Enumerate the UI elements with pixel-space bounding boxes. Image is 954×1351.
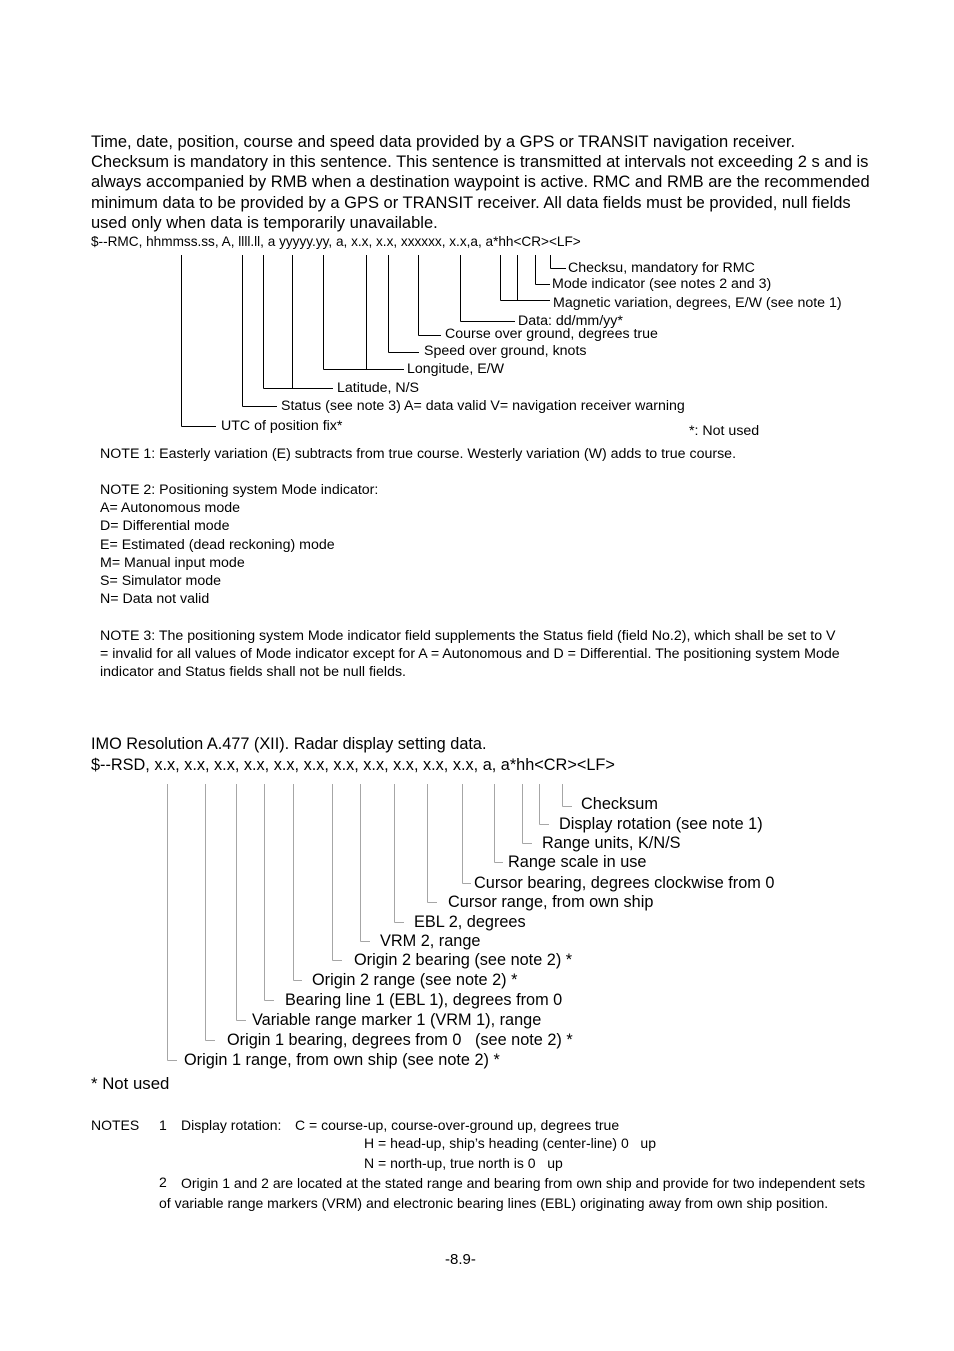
rsd-label-cursor-bearing: Cursor bearing, degrees clockwise from 0 [474,874,775,892]
rsd-label-origin-1-bearing: Origin 1 bearing, degrees from 0 (see note 2) * [227,1031,573,1049]
rsd-label-cursor-range: Cursor range, from own ship [448,893,654,911]
rsd-label-vrm-1: Variable range marker 1 (VRM 1), range [252,1011,542,1029]
rmc-note-2-line: D= Differential mode [100,518,230,535]
rsd-label-origin-2-bearing: Origin 2 bearing (see note 2) * [354,951,573,969]
rmc-note-2-line: A= Autonomous mode [100,500,240,517]
rsd-label-origin-2-range: Origin 2 range (see note 2) * [312,971,518,989]
rmc-note-2-line: S= Simulator mode [100,573,222,590]
rsd-label-bearing-line-1: Bearing line 1 (EBL 1), degrees from 0 [285,991,563,1009]
rsd-description: IMO Resolution A.477 (XII). Radar display setting data. [91,735,487,753]
rmc-label-mode-indicator: Mode indicator (see notes 2 and 3) [552,276,772,292]
rmc-label-checksum: Checksu, mandatory for RMC [568,260,755,276]
rsd-notes-heading: NOTES [91,1117,140,1133]
rmc-note-2-line: N= Data not valid [100,591,210,608]
rsd-note-1-course-up: C = course-up, course-over-ground up, degrees true [295,1117,620,1133]
rmc-label-longitude: Longitude, E/W [407,361,505,377]
rsd-note-1-head-up: H = head-up, ship’s heading (center-line) 0 up [364,1135,656,1151]
rsd-label-range-units: Range units, K/N/S [542,834,681,852]
rsd-sentence-format: $--RSD, x.x, x.x, x.x, x.x, x.x, x.x, x.x, x.x, x.x, x.x, x.x, a, a*hh<CR><LF> [91,756,615,774]
rsd-label-display-rotation: Display rotation (see note 1) [559,815,763,833]
rsd-label-checksum: Checksum [581,795,658,813]
rmc-note-2-line: M= Manual input mode [100,554,245,571]
rmc-label-course-over-ground: Course over ground, degrees true [445,326,658,342]
rmc-label-speed-over-ground: Speed over ground, knots [424,343,587,359]
rsd-not-used-note: * Not used [91,1074,170,1093]
rmc-not-used-note: *: Not used [689,423,760,439]
rsd-label-range-scale: Range scale in use [508,853,647,871]
rmc-note-2-line: NOTE 2: Positioning system Mode indicator: [100,482,379,498]
rmc-note-1: NOTE 1: Easterly variation (E) subtracts from true course. Westerly variation (W) adds to true course. [100,446,737,462]
rsd-note-2-number: 2 [159,1174,167,1190]
rsd-note-1-number: 1 [159,1117,167,1133]
rmc-label-latitude: Latitude, N/S [337,380,420,396]
rmc-label-date: Data: dd/mm/yy* [518,313,623,329]
rmc-label-status: Status (see note 3) A= data valid V= navigation receiver warning [281,398,685,414]
rsd-label-vrm-2: VRM 2, range [380,932,481,950]
rsd-note-1-label: Display rotation: [181,1117,282,1133]
rmc-note-2-line: E= Estimated (dead reckoning) mode [100,536,335,553]
rsd-note-1-north-up: N = north-up, true north is 0 up [364,1155,563,1171]
rsd-label-origin-1-range: Origin 1 range, from own ship (see note 2) * [184,1051,500,1069]
rmc-sentence-format: $--RMC, hhmmss.ss, A, llll.ll, a yyyyy.yy, a, x.x, x.x, xxxxxx, x.x,a, a*hh<CR><LF> [91,234,581,249]
rmc-label-utc: UTC of position fix* [221,418,343,434]
rmc-label-magnetic-variation: Magnetic variation, degrees, E/W (see note 1) [553,295,842,311]
rmc-note-3: NOTE 3: The positioning system Mode indicator field supplements the Status field (field No.2), which shall be set to V = invalid for all values of Mode indicator except for A = Autonomous and D = Differential. The positioning system Mode indicator and Status fields shall not be null fields. [100,628,840,681]
rsd-note-2-text: Origin 1 and 2 are located at the stated range and bearing from own ship and provide for two independent sets of variable range markers (VRM) and electronic bearing lines (EBL) originating away from own ship position. [159,1175,866,1211]
rsd-label-ebl-2: EBL 2, degrees [414,913,526,931]
rmc-description: Time, date, position, course and speed data provided by a GPS or TRANSIT navigation receiver. Checksum is mandatory in this sentence. This sentence is transmitted at intervals not exceeding 2 s and is always accompanied by RMB when a destination waypoint is active. RMC and RMB are the recommended minimum data to be provided by a GPS or TRANSIT receiver. All data fields must be provided, null fields used only when data is temporarily unavailable. [91,133,870,232]
page-number: -8.9- [445,1251,476,1268]
